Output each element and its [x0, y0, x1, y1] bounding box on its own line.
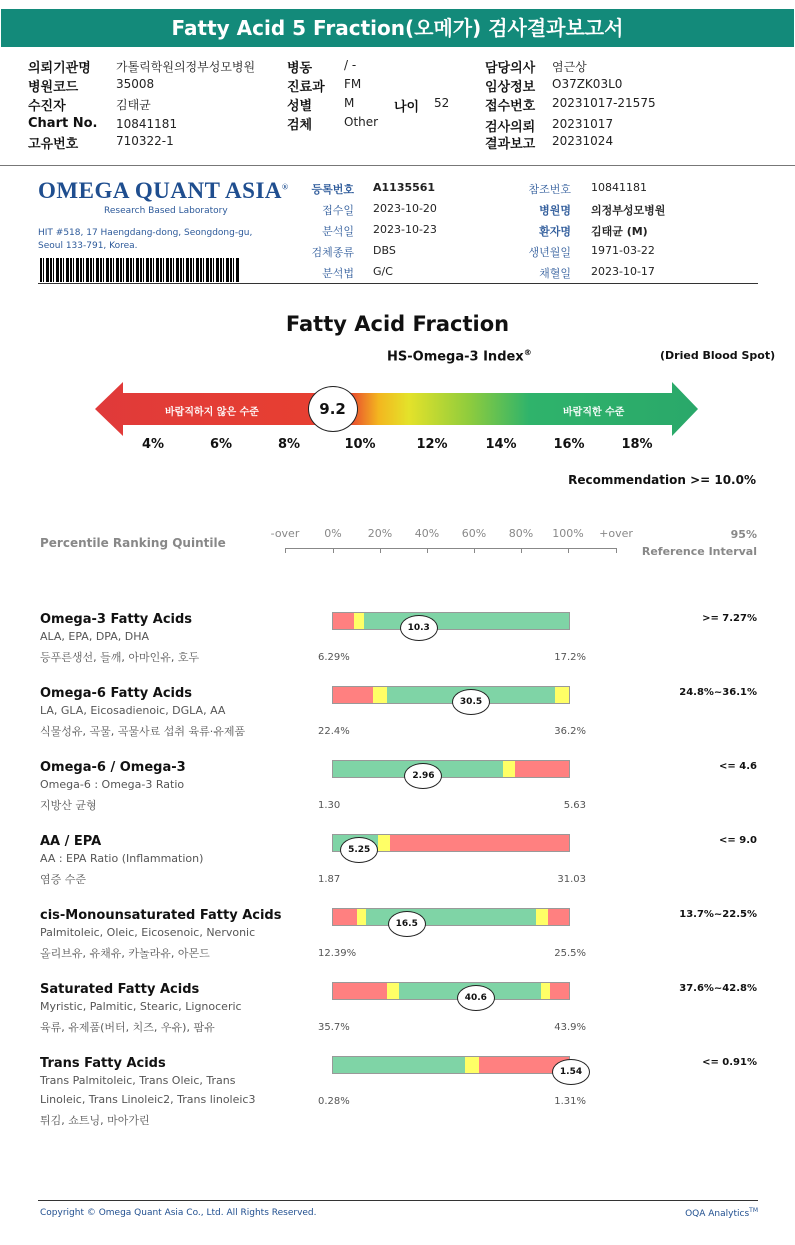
value-marker: 2.96 [404, 763, 442, 789]
range-bar [332, 686, 570, 704]
lab-divider [38, 283, 758, 284]
lab-info-left-value-1: 2023-10-20 [373, 202, 437, 215]
row-subtitle-2: Linoleic, Trans Linoleic2, Trans linoleic3 [40, 1093, 256, 1106]
row-subtitle: AA : EPA Ratio (Inflammation) [40, 852, 204, 865]
lab-info-right-value-4: 2023-10-17 [591, 265, 655, 278]
col1-value-1: 35008 [116, 77, 155, 91]
reference-interval: <= 4.6 [719, 761, 757, 772]
col3-label-3: 검사의뢰 [485, 120, 536, 135]
col1-value-0: 가톨릭학원의정부성모병원 [116, 60, 256, 74]
undesirable-label: 바람직하지 않은 수준 [165, 407, 259, 418]
copyright: Copyright © Omega Quant Asia Co., Ltd. All Rights Reserved. [40, 1208, 317, 1218]
value-marker: 16.5 [388, 911, 426, 937]
range-min: 1.87 [318, 874, 341, 885]
range-min: 0.28% [318, 1096, 350, 1107]
specimen-type: (Dried Blood Spot) [660, 349, 776, 362]
index-tick-0: 4% [141, 437, 165, 452]
lab-info-left-value-4: G/C [373, 265, 393, 278]
col3-label-4: 결과보고 [485, 137, 536, 152]
row-food-sources: 등푸른생선, 들깨, 아마인유, 호두 [40, 651, 200, 664]
omega3-index-marker: 9.2 [308, 386, 358, 432]
scale-tick-4 [474, 548, 475, 553]
bar-segment-red [333, 983, 388, 999]
lab-info-left-label-0: 등록번호 [311, 183, 354, 196]
row-subtitle: ALA, EPA, DPA, DHA [40, 630, 150, 643]
row-name: Trans Fatty Acids [40, 1056, 166, 1071]
col2-value-0: / - [344, 58, 357, 72]
desirable-label: 바람직한 수준 [563, 407, 625, 418]
reference-interval: 37.6%~42.8% [679, 983, 757, 994]
lab-info-left-value-3: DBS [373, 244, 396, 257]
col3-value-3: 20231017 [552, 117, 614, 131]
row-food-sources: 올리브유, 유채유, 카놀라유, 아몬드 [40, 947, 210, 960]
row-name: Omega-6 Fatty Acids [40, 686, 193, 701]
lab-info-right-label-2: 환자명 [539, 225, 571, 238]
bar-segment-red [548, 909, 570, 925]
col1-value-4: 710322-1 [116, 134, 174, 148]
scale-tick-5 [521, 548, 522, 553]
oqa-brand: OQA Analytics™ [685, 1207, 758, 1219]
reference-interval: <= 9.0 [719, 835, 757, 846]
col3-label-2: 접수번호 [485, 99, 536, 114]
value-marker: 5.25 [340, 837, 378, 863]
range-bar [332, 1056, 570, 1074]
scale-tick-3 [427, 548, 428, 553]
index-tick-7: 18% [621, 437, 653, 452]
col3-value-4: 20231024 [552, 134, 614, 148]
lab-info-left-label-4: 분석법 [322, 267, 354, 280]
row-name: Omega-6 / Omega-3 [40, 760, 186, 775]
lab-info-right-value-2: 김태균 (M) [591, 225, 648, 238]
scale-label-4: 60% [461, 527, 487, 540]
age-value: 52 [434, 96, 450, 110]
row-subtitle: Myristic, Palmitic, Stearic, Lignoceric [40, 1000, 242, 1013]
row-food-sources: 식물성유, 곡물, 곡물사료 섭취 육류·유제품 [40, 725, 246, 738]
bar-segment-green [333, 1057, 466, 1073]
reference-interval: <= 0.91% [702, 1057, 757, 1068]
index-tick-5: 14% [485, 437, 517, 452]
scale-label-6: 100% [552, 527, 584, 540]
row-food-sources: 육류, 유제품(버터, 치즈, 우유), 팜유 [40, 1021, 215, 1034]
lab-info-left-label-3: 검체종류 [311, 246, 354, 259]
row-food-sources: 지방산 균형 [40, 799, 97, 812]
col2-label-1: 진료과 [287, 80, 325, 95]
scale-tick-6 [568, 548, 569, 553]
row-subtitle: LA, GLA, Eicosadienoic, DGLA, AA [40, 704, 226, 717]
bar-segment-red [550, 983, 570, 999]
bar-segment-yellow [555, 687, 570, 703]
col1-label-0: 의뢰기관명 [28, 61, 91, 76]
range-bar [332, 612, 570, 630]
age-label: 나이 [394, 100, 420, 115]
range-max: 17.2% [554, 652, 586, 663]
col2-label-2: 성별 [287, 99, 313, 114]
footer-divider [38, 1200, 758, 1201]
row-food-sources: 튀김, 쇼트닝, 마아가린 [40, 1114, 150, 1127]
lab-info-left-label-2: 분석일 [322, 225, 354, 238]
col2-label-0: 병동 [287, 61, 313, 76]
index-tick-6: 16% [553, 437, 585, 452]
range-max: 25.5% [554, 948, 586, 959]
range-min: 22.4% [318, 726, 350, 737]
lab-info-right-value-0: 10841181 [591, 181, 647, 194]
scale-label-2: 20% [367, 527, 393, 540]
row-name: Saturated Fatty Acids [40, 982, 200, 997]
scale-tick-1 [333, 548, 334, 553]
col3-value-2: 20231017-21575 [552, 96, 656, 110]
row-name: Omega-3 Fatty Acids [40, 612, 193, 627]
lab-info-right-label-1: 병원명 [539, 204, 571, 217]
col2-label-3: 검체 [287, 118, 313, 133]
col3-label-0: 담당의사 [485, 61, 536, 76]
range-min: 35.7% [318, 1022, 350, 1033]
bar-segment-yellow [373, 687, 388, 703]
range-min: 6.29% [318, 652, 350, 663]
percentile-title: Percentile Ranking Quintile [40, 536, 226, 550]
col1-label-2: 수진자 [28, 99, 66, 114]
omega-quant-asia-logo: OMEGA QUANT ASIA® [38, 178, 289, 203]
range-max: 1.31% [554, 1096, 586, 1107]
header-divider [0, 165, 795, 166]
row-subtitle: Trans Palmitoleic, Trans Oleic, Trans [40, 1074, 236, 1087]
row-food-sources: 염증 수준 [40, 873, 87, 886]
scale-label-7: +over [599, 527, 633, 540]
col1-value-2: 김태균 [116, 98, 151, 112]
bar-segment-red [333, 613, 355, 629]
section-title: Fatty Acid Fraction [285, 312, 510, 336]
col2-value-2: M [344, 96, 355, 110]
logo-tagline: Research Based Laboratory [104, 206, 228, 216]
lab-info-left-value-0: A1135561 [373, 181, 436, 194]
range-bar [332, 982, 570, 1000]
lab-address-line1: HIT #518, 17 Haengdang-dong, Seongdong-gu, [38, 228, 253, 238]
row-name: cis-Monounsaturated Fatty Acids [40, 908, 282, 923]
col1-label-3: Chart No. [28, 116, 98, 131]
index-tick-4: 12% [416, 437, 448, 452]
value-marker: 30.5 [452, 689, 490, 715]
barcode [40, 258, 240, 282]
index-tick-2: 8% [277, 437, 301, 452]
range-min: 12.39% [318, 948, 357, 959]
reference-interval: 13.7%~22.5% [679, 909, 757, 920]
bar-segment-green [364, 613, 570, 629]
lab-info-right-value-1: 의정부성모병원 [591, 204, 666, 217]
bar-segment-red [515, 761, 570, 777]
lab-info-left-label-1: 접수일 [322, 204, 354, 217]
row-name: AA / EPA [40, 834, 102, 849]
bar-segment-red [390, 835, 570, 851]
lab-info-right-label-4: 채혈일 [539, 267, 571, 280]
lab-info-right-value-3: 1971-03-22 [591, 244, 655, 257]
scale-label-0: -over [270, 527, 300, 540]
col3-value-1: O37ZK03L0 [552, 77, 623, 91]
report-title: Fatty Acid 5 Fraction(오메가) 검사결과보고서 [1, 9, 794, 47]
range-min: 1.30 [318, 800, 341, 811]
col2-value-3: Other [344, 115, 379, 129]
scale-tick-2 [380, 548, 381, 553]
value-marker: 40.6 [457, 985, 495, 1011]
scale-label-5: 80% [508, 527, 534, 540]
lab-info-right-label-0: 참조번호 [528, 183, 571, 196]
range-bar [332, 908, 570, 926]
index-tick-3: 10% [344, 437, 376, 452]
bar-segment-yellow [465, 1057, 480, 1073]
bar-segment-red [333, 909, 358, 925]
value-marker: 10.3 [400, 615, 438, 641]
bar-segment-red [333, 687, 374, 703]
scale-label-1: 0% [324, 527, 342, 540]
ref-header-1: 95% [730, 528, 757, 541]
range-max: 31.03 [557, 874, 586, 885]
col1-label-1: 병원코드 [28, 80, 79, 95]
scale-tick-0 [285, 548, 286, 553]
row-subtitle: Palmitoleic, Oleic, Eicosenoic, Nervonic [40, 926, 256, 939]
range-max: 5.63 [563, 800, 586, 811]
row-subtitle: Omega-6 : Omega-3 Ratio [40, 778, 185, 791]
scale-label-3: 40% [414, 527, 440, 540]
recommendation: Recommendation >= 10.0% [568, 473, 756, 487]
ref-header-2: Reference Interval [641, 545, 757, 558]
index-subtitle: HS-Omega-3 Index® [387, 348, 532, 365]
range-max: 36.2% [554, 726, 586, 737]
col1-label-4: 고유번호 [28, 137, 79, 152]
range-bar [332, 760, 570, 778]
lab-info-left-value-2: 2023-10-23 [373, 223, 437, 236]
col2-value-1: FM [344, 77, 362, 91]
lab-info-right-label-3: 생년월일 [528, 246, 571, 259]
col3-value-0: 염근상 [552, 60, 587, 74]
value-marker: 1.54 [552, 1059, 590, 1085]
reference-interval: >= 7.27% [702, 613, 757, 624]
reference-interval: 24.8%~36.1% [679, 687, 757, 698]
index-tick-1: 6% [209, 437, 233, 452]
lab-address-line2: Seoul 133-791, Korea. [38, 241, 138, 251]
col1-value-3: 10841181 [116, 117, 178, 131]
range-max: 43.9% [554, 1022, 586, 1033]
col3-label-1: 임상정보 [485, 80, 536, 95]
